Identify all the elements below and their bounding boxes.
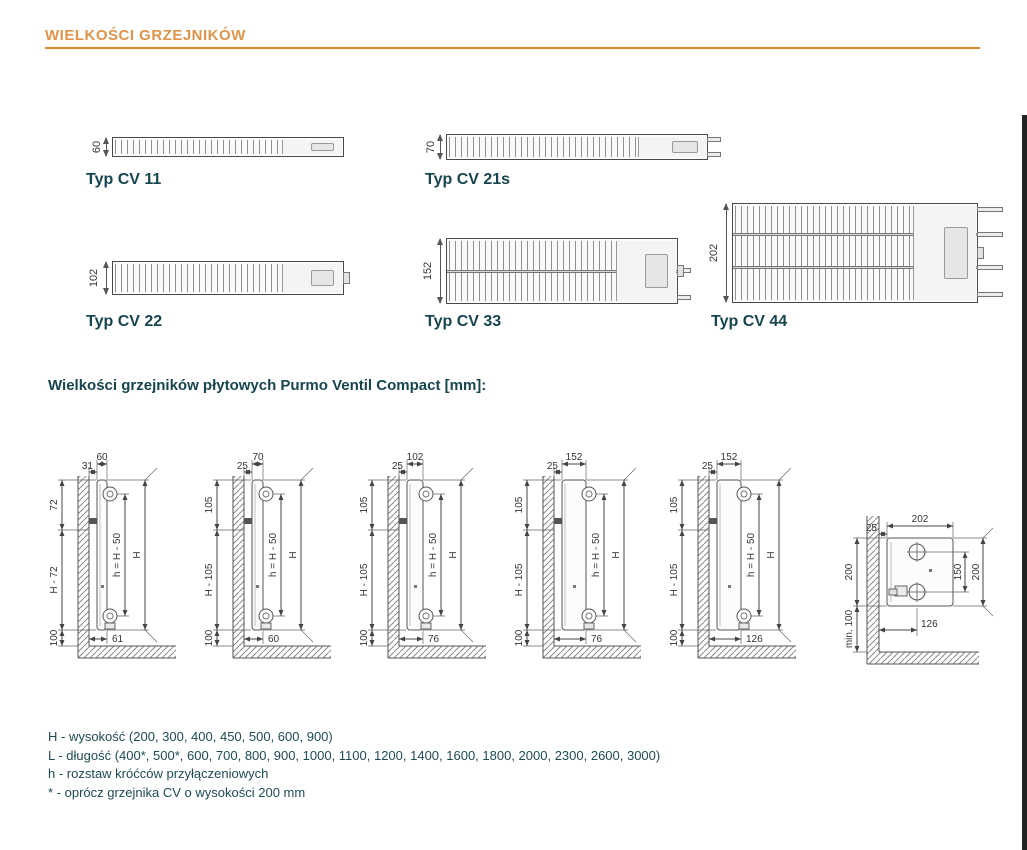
wall-bracket: [709, 518, 717, 524]
type-label-cv21s: Typ CV 21s: [425, 171, 511, 188]
legend-height-line: H - wysokość (200, 300, 400, 450, 500, 600, 900): [48, 729, 333, 744]
sideview-cv11: [48, 418, 223, 666]
connection-tab: [677, 265, 684, 277]
dim-left-height: 200: [844, 563, 855, 581]
pipe-stub: [707, 152, 721, 157]
dim-side-bottom: 100: [204, 629, 215, 647]
dim-side-top: 105: [204, 496, 215, 514]
dim-depth: 60: [268, 634, 280, 645]
radiator-body: [112, 137, 344, 157]
dim-depth: 126: [921, 619, 938, 630]
wall-hatch: [698, 476, 709, 658]
dim-depth: 126: [746, 634, 763, 645]
dim-top-width: 70: [252, 452, 264, 463]
valve-end-section: [913, 206, 976, 300]
legend: [48, 728, 660, 802]
wall-hatch: [78, 476, 89, 658]
dim-top-width: 102: [406, 452, 424, 463]
dimension-arrow-line: [726, 204, 727, 302]
connection-tab: [977, 247, 984, 259]
dim-side-mid: H - 105: [514, 563, 525, 597]
air-vent-circle: [259, 487, 273, 501]
type-label-cv22: Typ CV 22: [86, 313, 163, 330]
connection-tab: [343, 272, 350, 284]
title-underline: [45, 47, 980, 49]
dim-side-top: 72: [49, 499, 60, 511]
dim-top-width: 60: [96, 452, 108, 463]
dim-side-mid: H - 72: [49, 566, 60, 594]
wall-bracket: [554, 518, 562, 524]
radiator-panel: [562, 480, 586, 630]
dim-side-bottom: 100: [514, 629, 525, 647]
pipe-stub: [977, 207, 1003, 212]
valve-circle: [737, 609, 751, 623]
dim-wall-offset: 25: [865, 523, 877, 534]
pipe-stub: [707, 137, 721, 142]
dim-pipe-spacing: h = H - 50: [591, 532, 602, 578]
height-dimension: [418, 134, 446, 160]
valve-body: [261, 623, 271, 629]
dimension-value: 202: [707, 243, 720, 263]
radiator-body: [446, 238, 678, 304]
dim-right-height: 200: [971, 563, 982, 581]
floor-hatch: [709, 646, 796, 658]
air-vent-circle: [582, 487, 596, 501]
height-dimension: [84, 261, 112, 295]
valve-circle: [103, 609, 117, 623]
radiator-panel: [97, 480, 107, 630]
type-label-cv11: Typ CV 11: [86, 171, 162, 188]
scan-edge-artifact: [1022, 115, 1027, 850]
floor-hatch: [89, 646, 176, 658]
dimension-value: 70: [424, 140, 437, 154]
dim-pipe-spacing: h = H - 50: [746, 532, 757, 578]
dimension-arrow-line: [440, 135, 441, 159]
dimension-arrow-line: [440, 239, 441, 303]
valve-end-section: [638, 137, 706, 157]
height-dimension: [84, 137, 112, 157]
dim-depth: 76: [428, 634, 440, 645]
dim-top-width: 152: [565, 452, 583, 463]
radiator-body: [446, 134, 708, 160]
radiator-body: [732, 203, 978, 303]
dim-top-width: 202: [911, 514, 929, 525]
dim-side-top: 105: [359, 496, 370, 514]
dim-side-mid: H - 105: [669, 563, 680, 597]
dim-side-mid: H - 105: [359, 563, 370, 597]
wall-floor-outline: [78, 476, 176, 658]
radiator-panel: [407, 480, 423, 630]
type-label-cv44: Typ CV 44: [711, 313, 788, 330]
air-vent-circle: [737, 487, 751, 501]
sideview-cv21s: [203, 418, 378, 666]
detail-view-cv44-h200: [845, 496, 1020, 676]
floor-hatch: [879, 652, 979, 664]
cross-section-cv44: [704, 203, 978, 303]
dim-side-bottom: 100: [49, 629, 60, 647]
dim-height: H: [611, 551, 622, 559]
dimension-value: 152: [421, 261, 434, 281]
floor-hatch: [399, 646, 486, 658]
wall-hatch: [388, 476, 399, 658]
floor-hatch: [554, 646, 641, 658]
pipe-stub: [977, 292, 1003, 297]
dim-height: H: [132, 551, 143, 559]
dimension-arrow-line: [106, 138, 107, 156]
dim-side-top: 105: [514, 496, 525, 514]
dim-wall-offset: 25: [236, 461, 248, 472]
valve-end-section: [616, 241, 676, 301]
legend-length-line: L - długość (400*, 500*, 600, 700, 800, 900, 1000, 1100, 1200, 1400, 1600, 1800, 2000, 2300, 2600, 3000): [48, 747, 661, 763]
dim-side-mid: H - 105: [204, 563, 215, 597]
valve-body: [421, 623, 431, 629]
dim-pipe-spacing: h = H - 50: [428, 532, 439, 578]
dimension-value: 60: [90, 140, 103, 154]
height-dimension: [418, 238, 446, 304]
dim-side-bottom: 100: [359, 629, 370, 647]
type-label-cv33: Typ CV 33: [425, 313, 502, 330]
radiator-panel: [252, 480, 263, 630]
dim-depth: 76: [591, 634, 603, 645]
wall-bracket: [399, 518, 407, 524]
radiator-panel: [717, 480, 741, 630]
sideview-cv33: [513, 418, 688, 666]
sideview-cv22: [358, 418, 533, 666]
dimension-value: 102: [87, 268, 100, 288]
legend-note-line: * - oprócz grzejnika CV o wysokości 200 mm: [48, 784, 306, 800]
dim-floor-clearance: min. 100: [844, 609, 855, 649]
sideview-cv44: [668, 418, 843, 666]
dim-height: H: [288, 551, 299, 559]
dim-depth: 61: [112, 634, 124, 645]
dim-pipe-spacing: 150: [953, 563, 964, 581]
dim-top-width: 152: [720, 452, 738, 463]
valve-end-section: [282, 264, 342, 292]
valve-circle: [419, 609, 433, 623]
dim-pipe-spacing: h = H - 50: [268, 532, 279, 578]
dim-wall-offset: 25: [391, 461, 403, 472]
pipe-stub: [977, 265, 1003, 270]
valve-body: [584, 623, 594, 629]
radiator-body: [112, 261, 344, 295]
air-vent-circle: [419, 487, 433, 501]
air-vent-circle: [103, 487, 117, 501]
wall-hatch: [233, 476, 244, 658]
pipe-stub: [977, 232, 1003, 237]
wall-bracket: [244, 518, 252, 524]
wall-bracket: [89, 518, 97, 524]
legend-spacing-line: h - rozstaw króćców przyłączeniowych: [48, 766, 269, 781]
cross-section-cv22: [84, 261, 344, 295]
page-title: WIELKOŚCI GRZEJNIKÓW: [45, 27, 246, 44]
valve-circle: [259, 609, 273, 623]
floor-hatch: [244, 646, 331, 658]
dim-height: H: [448, 551, 459, 559]
cross-section-cv21s: [418, 134, 708, 160]
dim-side-top: 105: [669, 496, 680, 514]
wall-hatch: [543, 476, 554, 658]
height-dimension: [704, 203, 732, 303]
pipe-stub: [677, 295, 691, 300]
dimension-arrow-line: [106, 262, 107, 294]
cross-section-cv33: [418, 238, 678, 304]
section-heading: Wielkości grzejników płytowych Purmo Ventil Compact [mm]:: [48, 377, 487, 394]
dim-wall-offset: 31: [81, 461, 93, 472]
cross-section-cv11: [84, 137, 344, 157]
valve-body: [739, 623, 749, 629]
dim-pipe-spacing: h = H - 50: [112, 532, 123, 578]
dim-side-bottom: 100: [669, 629, 680, 647]
valve-body: [105, 623, 115, 629]
wall-floor-outline: [233, 476, 331, 658]
valve-circle: [582, 609, 596, 623]
dim-wall-offset: 25: [701, 461, 713, 472]
dim-height: H: [766, 551, 777, 559]
dim-wall-offset: 25: [546, 461, 558, 472]
valve-end-section: [282, 140, 342, 154]
